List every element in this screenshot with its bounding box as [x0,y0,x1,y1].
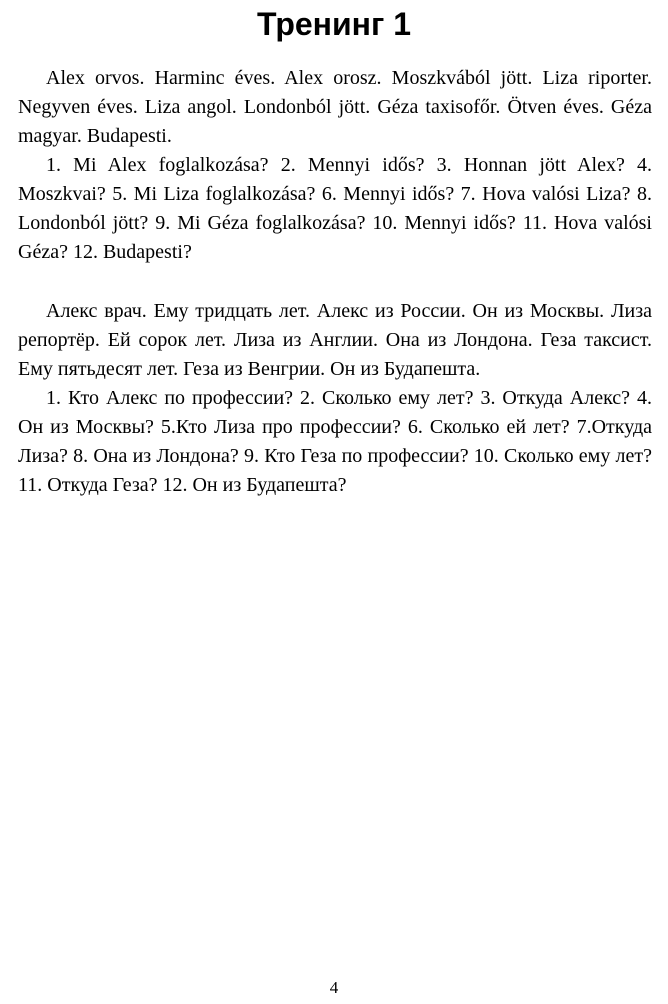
page-title: Тренинг 1 [256,6,411,42]
section-spacer [18,267,652,297]
russian-questions-paragraph: 1. Кто Алекс по профессии? 2. Сколько ему лет? 3. Откуда Алекс? 4. Он из Москвы? 5.Кто Лиза про профессии? 6. Сколько ей лет? 7.Откуда Лиза? 8. Она из Лондона? 9. Кто Геза по профессии? 10. Сколько ему лет? 11. Откуда Геза? 12. Он из Будапешта? [18,387,652,496]
russian-text-paragraph: Алекс врач. Ему тридцать лет. Алекс из России. Он из Москвы. Лиза репортёр. Ей сорок лет. Лиза из Англии. Она из Лондона. Геза таксист. Ему пятьдесят лет. Геза из Венгрии. Он из Будапешта. [18,300,652,380]
page-content [18,64,652,500]
hungarian-questions-paragraph: 1. Mi Alex foglalkozása? 2. Mennyi idős? 3. Honnan jött Alex? 4. Moszkvai? 5. Mi Liza foglalkozása? 6. Mennyi idős? 7. Hova valósi Liza? 8. Londonból jött? 9. Mi Géza foglalkozása? 10. Mennyi idős? 11. Hova valósi Géza? 12. Budapesti? [18,154,652,263]
page-number: 4 [329,978,339,997]
hungarian-text-paragraph: Alex orvos. Harminc éves. Alex orosz. Moszkvából jött. Liza riporter. Negyven éves. Liza angol. Londonból jött. Géza taxisofőr. Ötven éves. Géza magyar. Budapesti. [18,67,652,147]
